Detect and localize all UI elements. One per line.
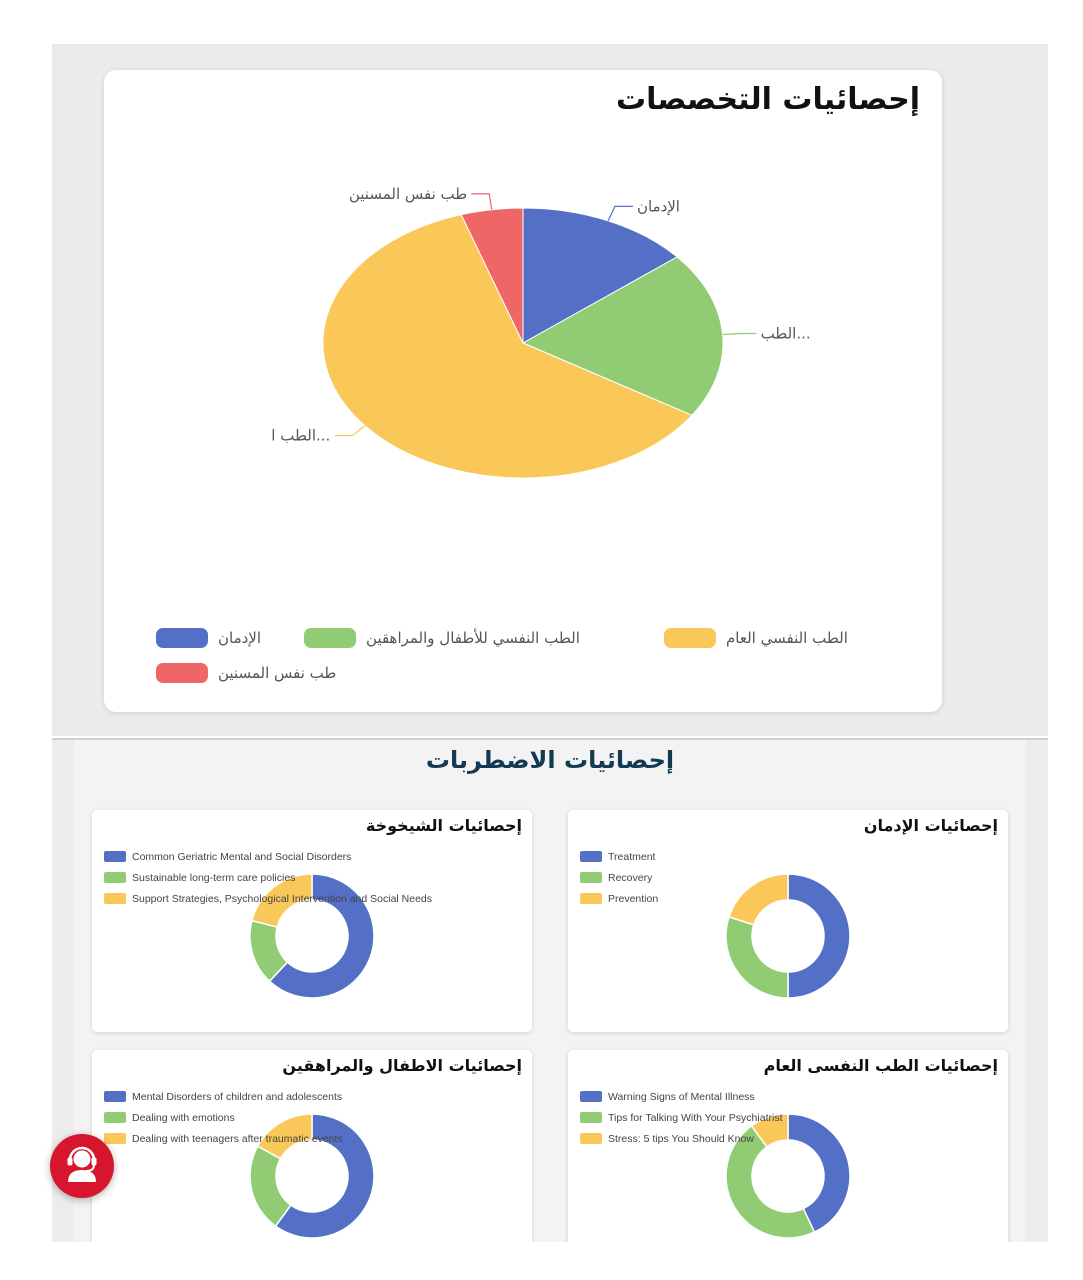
- legend-label: Sustainable long-term care policies: [132, 871, 296, 884]
- slice-label: الإدمان: [636, 197, 680, 216]
- legend-swatch: [104, 872, 126, 883]
- legend-swatch: [580, 872, 602, 883]
- legend-item[interactable]: [104, 1128, 343, 1149]
- legend-swatch: [304, 628, 356, 648]
- legend-label: Common Geriatric Mental and Social Disorders: [132, 850, 352, 863]
- support-chat-button[interactable]: [50, 1134, 114, 1198]
- legend-swatch: [104, 893, 126, 904]
- legend-swatch: [104, 1112, 126, 1123]
- specialties-card: [104, 70, 942, 712]
- slice-label: الطب...: [760, 324, 811, 343]
- label-leader-line: [334, 426, 365, 436]
- addiction-stats-card: [568, 810, 1008, 1032]
- legend-swatch: [580, 893, 602, 904]
- headset-support-icon: [50, 1134, 114, 1198]
- general-stats-title: إحصائيات الطب النفسى العام: [763, 1056, 998, 1075]
- addiction-legend: [580, 846, 658, 909]
- donut-segment[interactable]: [726, 917, 788, 998]
- legend-label: Dealing with teenagers after traumatic events: [132, 1132, 343, 1145]
- slice-label: الطب ا...: [271, 426, 331, 445]
- legend-item[interactable]: [580, 888, 658, 909]
- donut-segment[interactable]: [250, 1146, 291, 1226]
- disorders-panel: [52, 738, 1048, 1244]
- addiction-donut-chart: [723, 871, 853, 1001]
- legend-label: Prevention: [608, 892, 659, 905]
- legend-label[interactable]: الطب النفسي للأطفال والمراهقين: [366, 629, 580, 647]
- children-legend: [104, 1086, 343, 1149]
- label-leader-line: [608, 206, 633, 220]
- legend-label[interactable]: الطب النفسي العام: [726, 629, 848, 647]
- page-bottom-edge: [0, 1242, 1083, 1280]
- children-stats-card: [92, 1050, 532, 1272]
- label-leader-line: [723, 334, 757, 335]
- legend-swatch: [580, 1112, 602, 1123]
- legend-item[interactable]: [104, 888, 432, 909]
- legend-swatch: [580, 851, 602, 862]
- legend-item[interactable]: [580, 1128, 783, 1149]
- legend-item[interactable]: [104, 1107, 343, 1128]
- legend-item[interactable]: [580, 867, 658, 888]
- legend-swatch: [156, 628, 208, 648]
- legend-swatch: [104, 1091, 126, 1102]
- legend-label: Treatment: [608, 850, 656, 863]
- legend-label: Warning Signs of Mental Illness: [608, 1090, 755, 1103]
- specialties-pie-chart: [104, 70, 942, 712]
- legend-item[interactable]: [580, 1086, 783, 1107]
- legend-swatch: [104, 851, 126, 862]
- legend-label: Support Strategies, Psychological Intervention and Social Needs: [132, 892, 433, 905]
- slice-label: طب نفس المسنين: [348, 184, 468, 203]
- addiction-stats-title: إحصائيات الإدمان: [863, 816, 998, 835]
- legend-label: Stress: 5 tips You Should Know: [608, 1132, 754, 1145]
- legend-label: Recovery: [608, 871, 653, 884]
- label-leader-line: [471, 194, 492, 210]
- legend-item[interactable]: [104, 846, 432, 867]
- legend-label[interactable]: طب نفس المسنين: [218, 664, 337, 682]
- legend-swatch: [156, 663, 208, 683]
- legend-swatch: [664, 628, 716, 648]
- disorders-column: [74, 740, 1026, 1244]
- disorders-title: إحصائيات الاضطربات: [425, 746, 675, 774]
- legend-label: Mental Disorders of children and adolescents: [132, 1090, 343, 1103]
- specialties-title: إحصائيات التخصصات: [615, 82, 920, 117]
- specialties-panel: [52, 44, 1048, 736]
- legend-swatch: [580, 1133, 602, 1144]
- elderly-legend: [104, 846, 432, 909]
- legend-item[interactable]: [580, 846, 658, 867]
- general-stats-card: [568, 1050, 1008, 1272]
- legend-swatch: [580, 1091, 602, 1102]
- donut-segment[interactable]: [788, 874, 850, 998]
- legend-item[interactable]: [104, 867, 432, 888]
- legend-label: Tips for Talking With Your Psychiatrist: [608, 1111, 783, 1124]
- donut-segment[interactable]: [729, 874, 788, 925]
- legend-item[interactable]: [580, 1107, 783, 1128]
- children-stats-title: إحصائيات الاطفال والمراهقين: [282, 1056, 522, 1075]
- general-legend: [580, 1086, 783, 1149]
- elderly-stats-title: إحصائيات الشيخوخة: [365, 816, 522, 835]
- legend-item[interactable]: [104, 1086, 343, 1107]
- legend-label: Dealing with emotions: [132, 1111, 235, 1124]
- legend-label[interactable]: الإدمان: [218, 629, 262, 647]
- elderly-stats-card: [92, 810, 532, 1032]
